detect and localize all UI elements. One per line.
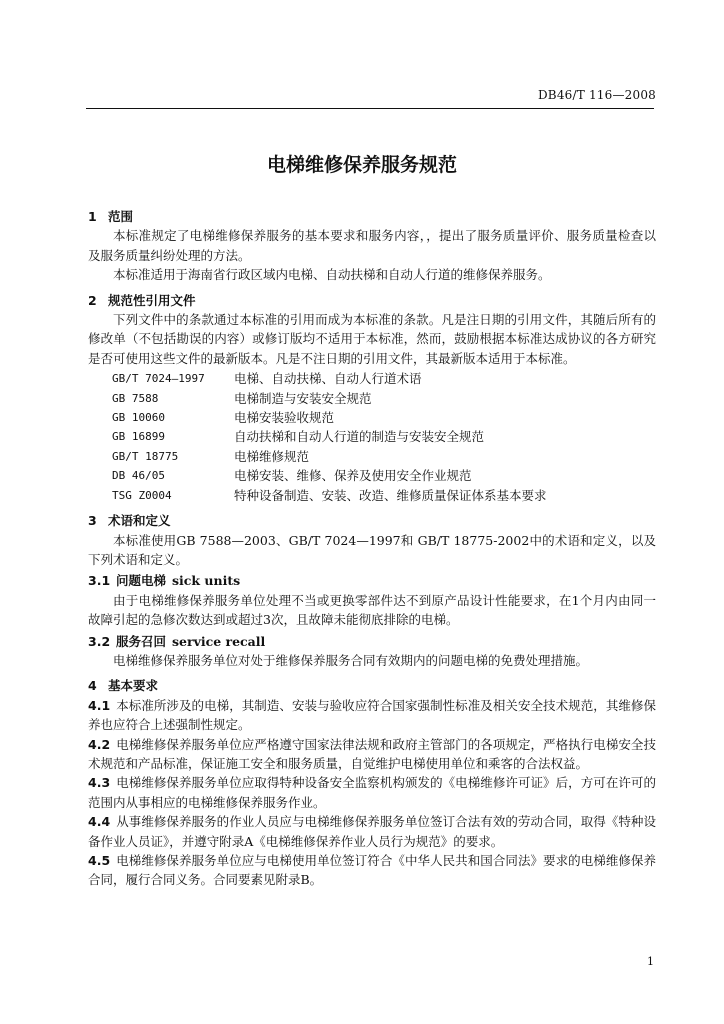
reference-title: 电梯安装验收规范 <box>234 410 335 426</box>
reference-code: GB 10060 <box>112 411 165 425</box>
section-1-heading: 1 范围 <box>88 209 134 224</box>
reference-title: 电梯维修规范 <box>234 448 310 464</box>
term-3-1-heading: 3.1 问题电梯 sick units <box>88 573 241 589</box>
reference-code: GB 7588 <box>112 391 159 405</box>
reference-row <box>112 389 656 408</box>
reference-row <box>112 408 656 427</box>
clause-4-2: 4.2 电梯维修保养服务单位应严格遵守国家法律法规和政府主管部门的各项规定，严格执行电梯安全技术规范和产品标准，保证施工安全和服务质量，自觉维护电梯使用单位和乘客的合法权益。 <box>88 736 656 771</box>
reference-title: 自动扶梯和自动人行道的制造与安装安全规范 <box>234 429 485 445</box>
clause-4-4: 4.4 从事维修保养服务的作业人员应与电梯维修保养服务单位签订合法有效的劳动合同，取得《特种设备作业人员证》，并遵守附录A《电梯维修保养作业人员行为规范》的要求。 <box>88 814 656 849</box>
reference-title: 电梯安装、维修、保养及使用安全作业规范 <box>234 468 472 484</box>
term-3-1-definition: 由于电梯维修保养服务单位处理不当或更换零部件达不到原产品设计性能要求，在1个月内由同一故障引起的急修次数达到或超过3次，且故障未能彻底排除的电梯。 <box>88 592 656 628</box>
section-4-heading: 4 基本要求 <box>88 678 159 694</box>
reference-row <box>112 466 656 485</box>
reference-code: DB 46/05 <box>112 469 165 483</box>
document-title: 电梯维修保养服务规范 <box>266 154 457 176</box>
section-1-paragraph-1: 本标准规定了电梯维修保养服务的基本要求和服务内容，，提出了服务质量评价、服务质量检查以及服务质量纠纷处理的方法。 <box>88 228 656 263</box>
clause-4-5: 4.5 电梯维修保养服务单位应与电梯使用单位签订符合《中华人民共和国合同法》要求的电梯维修保养合同，履行合同义务。合同要素见附录B。 <box>88 853 656 888</box>
section-3-paragraph-1: 本标准使用GB 7588—2003、GB/T 7024—1997和 GB/T 18775-2002中的术语和定义，以及下列术语和定义。 <box>88 532 656 567</box>
header-rule <box>86 108 654 109</box>
reference-row <box>112 447 656 466</box>
normative-references-list <box>112 369 656 505</box>
reference-title: 电梯、自动扶梯、自动人行道术语 <box>234 371 422 387</box>
reference-code: TSG Z0004 <box>112 488 172 502</box>
reference-row <box>112 486 656 505</box>
term-3-2-heading: 3.2 服务召回 service recall <box>88 633 266 649</box>
reference-row <box>112 369 656 388</box>
document-body <box>88 207 656 890</box>
reference-code: GB 16899 <box>112 430 165 444</box>
section-2-paragraph-1: 下列文件中的条款通过本标准的引用而成为本标准的条款。凡是注日期的引用文件，其随后所有的修改单（不包括勘误的内容）或修订版均不适用于本标准，然而，鼓励根据本标准达成协议的各方研究是否可使用这些文件的最新版本。凡是不注日期的引用文件，其最新版本适用于本标准。 <box>88 312 656 366</box>
reference-code: GB/T 7024—1997 <box>112 372 205 386</box>
reference-code: GB/T 18775 <box>112 449 179 463</box>
page-number: 1 <box>647 955 654 968</box>
term-3-2-definition: 电梯维修保养服务单位对处于维修保养服务合同有效期内的问题电梯的免费处理措施。 <box>113 652 589 668</box>
section-1-paragraph-2: 本标准适用于海南省行政区域内电梯、自动扶梯和自动人行道的维修保养服务。 <box>113 267 551 283</box>
reference-title: 特种设备制造、安装、改造、维修质量保证体系基本要求 <box>234 487 547 503</box>
clause-4-1: 4.1 本标准所涉及的电梯，其制造、安装与验收应符合国家强制性标准及相关安全技术规范，其维修保养也应符合上述强制性规定。 <box>88 697 656 733</box>
standard-code: DB46/T 116—2008 <box>537 88 656 102</box>
clause-4-3: 4.3 电梯维修保养服务单位应取得特种设备安全监察机构颁发的《电梯维修许可证》后，方可在许可的范围内从事相应的电梯维修保养服务作业。 <box>88 775 656 810</box>
section-3-heading: 3 术语和定义 <box>88 513 171 529</box>
reference-row <box>112 427 656 446</box>
reference-title: 电梯制造与安装安全规范 <box>234 390 372 406</box>
section-2-heading: 2 规范性引用文件 <box>88 292 196 308</box>
